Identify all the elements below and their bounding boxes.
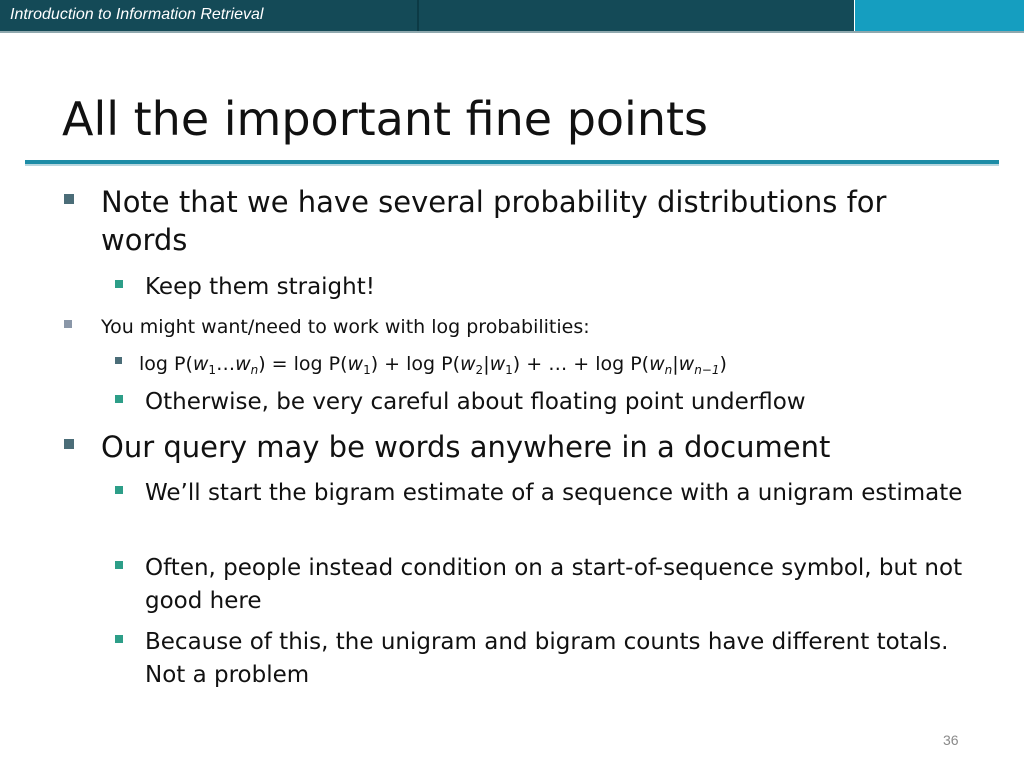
bullet-text: Keep them straight! <box>145 274 375 300</box>
square-bullet-icon <box>115 635 123 643</box>
header-separator <box>417 0 419 31</box>
square-bullet-icon <box>115 280 123 288</box>
square-bullet-icon <box>115 561 123 569</box>
bullet-text: Otherwise, be very careful about floating point underflow <box>145 389 806 415</box>
square-bullet-icon <box>64 194 74 204</box>
bullet-text: Note that we have several probability distributions for words <box>101 185 887 257</box>
bullet-text: You might want/need to work with log probabilities: <box>101 316 590 338</box>
title-rule-shadow <box>25 164 999 166</box>
header-bar-accent <box>855 0 1024 31</box>
header-underline <box>0 31 1024 33</box>
slide-number: 36 <box>943 732 959 748</box>
header-bar <box>0 0 1024 33</box>
slide-title: All the important fine points <box>62 92 708 146</box>
square-bullet-icon <box>115 486 123 494</box>
bullet-text: Our query may be words anywhere in a document <box>101 430 831 464</box>
square-bullet-icon <box>64 439 74 449</box>
log-probability-formula: $\log P(w_1\dots w_n) = \log P(w_1) + \log P(w_2|w_1)$ + … + $\log P(w_n|w_{n-1})$ <box>139 353 727 377</box>
course-title: Introduction to Information Retrieval <box>10 6 264 23</box>
bullet-text: Because of this, the unigram and bigram counts have different totals. Not a problem <box>145 629 949 688</box>
square-bullet-icon <box>115 357 122 364</box>
bullet-text: We’ll start the bigram estimate of a sequence with a unigram estimate <box>145 480 963 506</box>
bullet-text: Often, people instead condition on a start-of-sequence symbol, but not good here <box>145 555 963 614</box>
square-bullet-icon <box>64 320 72 328</box>
square-bullet-icon <box>115 395 123 403</box>
